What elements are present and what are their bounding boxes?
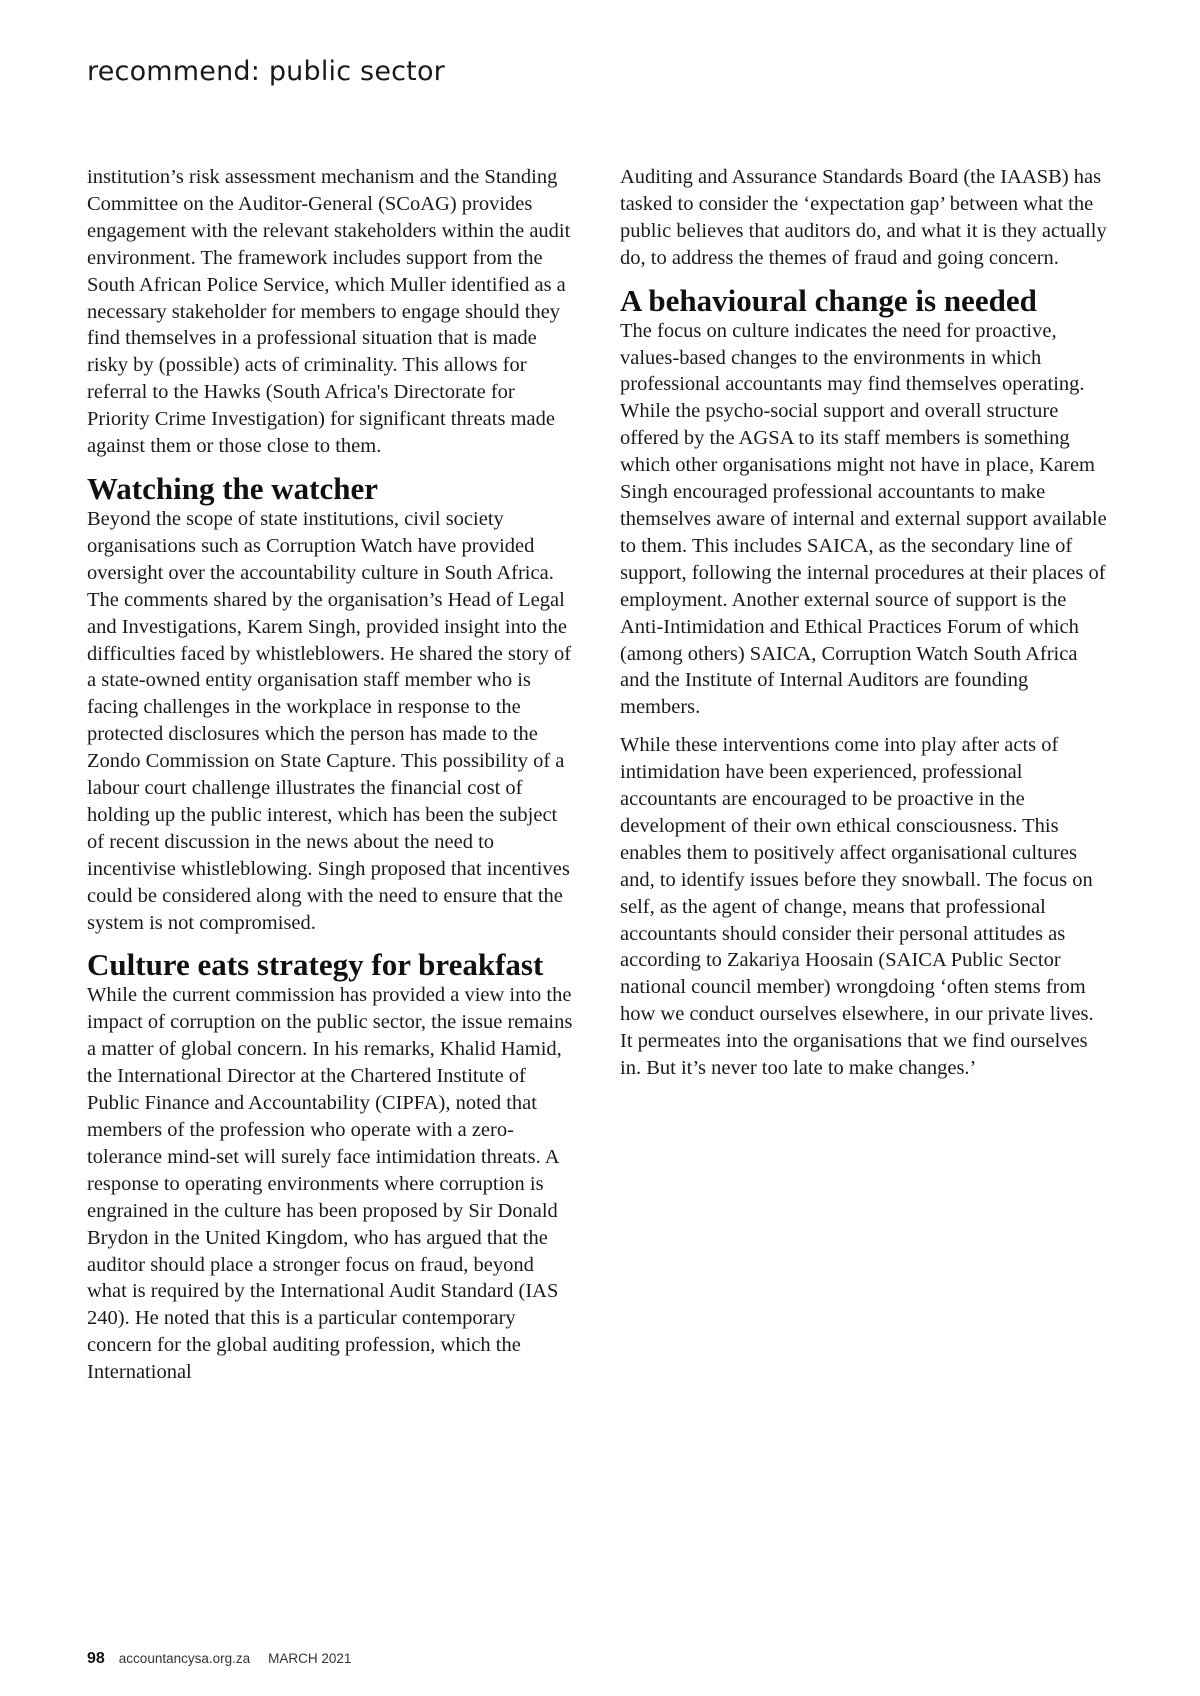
issue-date: MARCH 2021 [268, 1651, 352, 1666]
page-footer [87, 1650, 351, 1668]
subheading-culture-eats-strategy: Culture eats strategy for breakfast [87, 947, 544, 983]
body-paragraph: institution’s risk assessment mechanism and the Standing Committee on the Auditor-General (SCoAG) provides engagement with the relevant stakeholders within the audit environment. The framework includes support from the South African Police Service, which Muller identified as a necessary stakeholder for members to engage should they find themselves in a professional situation that is made risky by (possible) acts of criminality. This allows for referral to the Hawks (South Africa's Directorate for Priority Crime Investigation) for significant threats made against them or those close to them. [87, 166, 571, 458]
website-link[interactable]: accountancysa.org.za [118, 1651, 251, 1666]
body-paragraph: Beyond the scope of state institutions, civil society organisations such as Corruption Watch have provided oversight over the accountability culture in South Africa. The comments shared by the organisation’s Head of Legal and Investigations, Karem Singh, provided insight into the difficulties faced by whistleblowers. He shared the story of a state-owned entity organisation staff member who is facing challenges in the workplace in response to the protected disclosures which the person has made to the Zondo Commission on State Capture. This possibility of a labour court challenge illustrates the financial cost of holding up the public interest, which has been the subject of recent discussion in the news about the need to incentivise whistleblowing. Singh proposed that incentives could be considered along with the need to ensure that the system is not compromised. [87, 507, 572, 934]
body-paragraph: The focus on culture indicates the need for proactive, values-based changes to the environments in which professional accountants may find themselves operating. While the psycho-social support and overall structure offered by the AGSA to its staff members is something which other organisations might not have in place, Karem Singh encouraged professional accountants to make themselves aware of internal and external support available to them. This includes SAICA, as the secondary line of support, following the internal procedures at their places of employment. Another external source of support is the Anti-Intimidation and Ethical Practices Forum of which (among others) SAICA, Corruption Watch South Africa and the Institute of Internal Auditors are founding members. [620, 319, 1107, 719]
right-column [620, 164, 1110, 1082]
body-paragraph: While these interventions come into play after acts of intimidation have been experienced, professional accountants are encouraged to be proactive in the development of their own ethical consciousness. This enables them to positively affect organisational cultures and, to identify issues before they snowball. The focus on self, as the agent of change, means that professional accountants should consider their personal attitudes as according to Zakariya Hoosain (SAICA Public Sector national council member) wrongdoing ‘often stems from how we conduct ourselves elsewhere, in our private lives. It permeates into the organisations that we find ourselves in. But it’s never too late to make changes.’ [620, 734, 1094, 1080]
body-paragraph: While the current commission has provided a view into the impact of corruption on the public sector, the issue remains a matter of global concern. In his remarks, Khalid Hamid, the International Director at the Chartered Institute of Public Finance and Accountability (CIPFA), noted that members of the profession who operate with a zero-tolerance mind-set will surely face intimidation threats. A response to operating environments where corruption is engrained in the culture has been proposed by Sir Donald Brydon in the United Kingdom, who has argued that the auditor should place a stronger focus on fraud, beyond what is required by the International Audit Standard (IAS 240). He noted that this is a particular contemporary concern for the global auditing profession, which the International [87, 984, 573, 1384]
page-number: 98 [87, 1650, 105, 1667]
subheading-behavioural-change: A behavioural change is needed [620, 282, 1037, 318]
subheading-watching-the-watcher: Watching the watcher [87, 470, 379, 506]
section-label: recommend: public sector [87, 56, 445, 87]
body-paragraph: Auditing and Assurance Standards Board (the IAASB) has tasked to consider the ‘expectation gap’ between what the public believes that auditors do, and what it is they actually do, to address the themes of fraud and going concern. [620, 166, 1107, 269]
left-column [87, 164, 575, 1386]
